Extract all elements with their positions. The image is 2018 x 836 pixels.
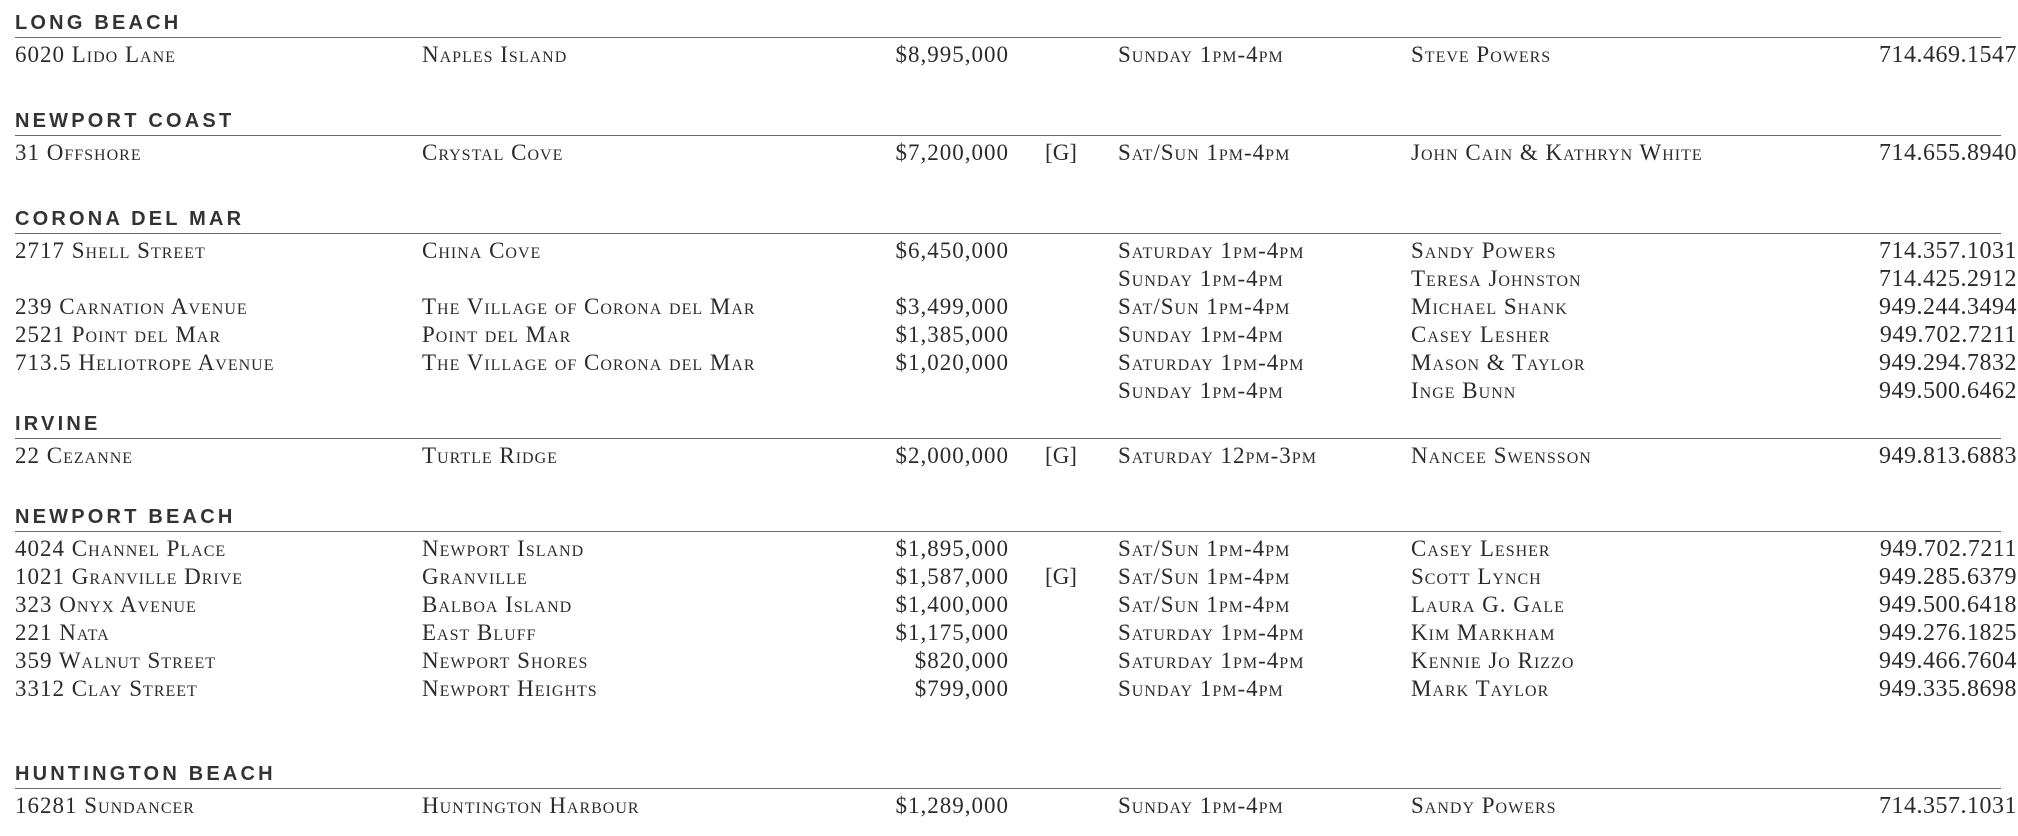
open-house-time: Sunday 1pm-4pm bbox=[1118, 378, 1284, 403]
listing-price: $1,895,000 bbox=[895, 536, 1009, 561]
agent-name: Casey Lesher bbox=[1411, 536, 1551, 561]
open-house-time: Sunday 1pm-4pm bbox=[1118, 793, 1284, 818]
agent-name: Laura G. Gale bbox=[1411, 592, 1565, 617]
listing-price: $3,499,000 bbox=[895, 294, 1009, 319]
agent-name: John Cain & Kathryn White bbox=[1411, 140, 1703, 165]
listing-price: $1,289,000 bbox=[895, 793, 1009, 818]
listing-price: $820,000 bbox=[914, 648, 1009, 673]
open-house-time: Saturday 1pm-4pm bbox=[1118, 648, 1305, 673]
agent-phone: 714.425.2912 bbox=[1879, 266, 2017, 292]
agent-name: Teresa Johnston bbox=[1411, 266, 1582, 291]
listing-price: $1,587,000 bbox=[895, 564, 1009, 589]
agent-name: Casey Lesher bbox=[1411, 322, 1551, 347]
listing-row bbox=[15, 349, 2017, 377]
listing-address: 31 Offshore bbox=[15, 140, 142, 165]
listing-row bbox=[15, 792, 2017, 820]
listing-row bbox=[15, 535, 2017, 563]
agent-name: Michael Shank bbox=[1411, 294, 1568, 319]
agent-name: Kim Markham bbox=[1411, 620, 1556, 645]
agent-name: Scott Lynch bbox=[1411, 564, 1542, 589]
listing-address: 2717 Shell Street bbox=[15, 238, 206, 263]
listing-price: $1,385,000 bbox=[895, 322, 1009, 347]
listing-row bbox=[15, 41, 2017, 69]
section-long-beach bbox=[15, 10, 2017, 69]
listing-price: $1,175,000 bbox=[895, 620, 1009, 645]
section-heading: IRVINE bbox=[15, 413, 101, 435]
listing-row bbox=[15, 237, 2017, 265]
section-newport-coast bbox=[15, 108, 2017, 167]
listing-neighborhood: Turtle Ridge bbox=[422, 443, 558, 468]
listing-neighborhood: Newport Island bbox=[422, 536, 585, 561]
open-house-time: Saturday 12pm-3pm bbox=[1118, 443, 1317, 468]
listing-neighborhood: Crystal Cove bbox=[422, 140, 564, 165]
agent-name: Sandy Powers bbox=[1411, 238, 1557, 263]
agent-name: Nancee Swensson bbox=[1411, 443, 1592, 468]
listing-rows bbox=[15, 234, 2017, 405]
listing-address: 239 Carnation Avenue bbox=[15, 294, 248, 319]
listing-price: $6,450,000 bbox=[895, 238, 1009, 263]
open-house-time: Saturday 1pm-4pm bbox=[1118, 238, 1305, 263]
listing-address: 713.5 Heliotrope Avenue bbox=[15, 350, 275, 375]
listing-neighborhood: China Cove bbox=[422, 238, 542, 263]
listing-address: 359 Walnut Street bbox=[15, 648, 217, 673]
listing-flag: [G] bbox=[1045, 443, 1077, 468]
open-house-time: Sat/Sun 1pm-4pm bbox=[1118, 294, 1291, 319]
agent-phone: 714.357.1031 bbox=[1879, 238, 2017, 264]
section-huntington-beach bbox=[15, 761, 2017, 820]
listing-flag: [G] bbox=[1045, 140, 1077, 165]
listing-address: 2521 Point del Mar bbox=[15, 322, 222, 347]
listing-address: 323 Onyx Avenue bbox=[15, 592, 197, 617]
listing-address: 16281 Sundancer bbox=[15, 793, 195, 818]
agent-phone: 714.357.1031 bbox=[1879, 793, 2017, 819]
open-house-time: Saturday 1pm-4pm bbox=[1118, 350, 1305, 375]
agent-phone: 949.500.6418 bbox=[1879, 592, 2017, 618]
agent-phone: 949.276.1825 bbox=[1879, 620, 2017, 646]
listing-row bbox=[15, 647, 2017, 675]
listing-row bbox=[15, 591, 2017, 619]
listing-neighborhood: Naples Island bbox=[422, 42, 568, 67]
listing-row bbox=[15, 321, 2017, 349]
listing-row bbox=[15, 139, 2017, 167]
agent-phone: 949.702.7211 bbox=[1879, 536, 2017, 562]
section-heading: HUNTINGTON BEACH bbox=[15, 763, 276, 785]
listing-neighborhood: Granville bbox=[422, 564, 528, 589]
agent-phone: 714.655.8940 bbox=[1879, 140, 2017, 166]
section-heading: CORONA DEL MAR bbox=[15, 208, 245, 230]
section-corona-del-mar bbox=[15, 206, 2017, 405]
listing-neighborhood: The Village of Corona del Mar bbox=[422, 294, 756, 319]
listing-price: $1,020,000 bbox=[895, 350, 1009, 375]
listing-neighborhood: Huntington Harbour bbox=[422, 793, 640, 818]
listing-row bbox=[15, 265, 2017, 293]
listing-rows bbox=[15, 532, 2017, 703]
listing-rows bbox=[15, 38, 2017, 69]
listing-rows bbox=[15, 136, 2017, 167]
agent-phone: 949.466.7604 bbox=[1879, 648, 2017, 674]
listing-flag: [G] bbox=[1045, 564, 1077, 589]
agent-phone: 949.335.8698 bbox=[1879, 676, 2017, 702]
listing-price: $7,200,000 bbox=[895, 140, 1009, 165]
open-house-time: Sunday 1pm-4pm bbox=[1118, 42, 1284, 67]
agent-phone: 949.244.3494 bbox=[1879, 294, 2017, 320]
listing-address: 1021 Granville Drive bbox=[15, 564, 244, 589]
listing-address: 221 Nata bbox=[15, 620, 110, 645]
open-house-time: Saturday 1pm-4pm bbox=[1118, 620, 1305, 645]
open-house-time: Sat/Sun 1pm-4pm bbox=[1118, 536, 1291, 561]
listing-rows bbox=[15, 439, 2017, 470]
listing-row bbox=[15, 442, 2017, 470]
listing-address: 22 Cezanne bbox=[15, 443, 134, 468]
listing-price: $2,000,000 bbox=[895, 443, 1009, 468]
listing-address: 6020 Lido Lane bbox=[15, 42, 176, 67]
listing-neighborhood: Newport Heights bbox=[422, 676, 598, 701]
listing-price: $1,400,000 bbox=[895, 592, 1009, 617]
agent-phone: 949.285.6379 bbox=[1879, 564, 2017, 590]
agent-name: Steve Powers bbox=[1411, 42, 1552, 67]
listing-row bbox=[15, 377, 2017, 405]
agent-name: Mark Taylor bbox=[1411, 676, 1550, 701]
listing-neighborhood: East Bluff bbox=[422, 620, 537, 645]
open-house-time: Sunday 1pm-4pm bbox=[1118, 266, 1284, 291]
listing-neighborhood: Balboa Island bbox=[422, 592, 573, 617]
listing-address: 3312 Clay Street bbox=[15, 676, 198, 701]
section-newport-beach bbox=[15, 504, 2017, 703]
listing-row bbox=[15, 293, 2017, 321]
open-house-time: Sat/Sun 1pm-4pm bbox=[1118, 564, 1291, 589]
section-heading: LONG BEACH bbox=[15, 12, 182, 34]
agent-phone: 949.500.6462 bbox=[1879, 378, 2017, 404]
listing-price: $799,000 bbox=[914, 676, 1009, 701]
listing-row bbox=[15, 675, 2017, 703]
open-house-time: Sat/Sun 1pm-4pm bbox=[1118, 140, 1291, 165]
open-house-time: Sunday 1pm-4pm bbox=[1118, 322, 1284, 347]
listing-neighborhood: The Village of Corona del Mar bbox=[422, 350, 756, 375]
agent-phone: 949.813.6883 bbox=[1879, 443, 2017, 469]
listing-rows bbox=[15, 789, 2017, 820]
listing-neighborhood: Point del Mar bbox=[422, 322, 572, 347]
agent-phone: 949.702.7211 bbox=[1879, 322, 2017, 348]
agent-phone: 949.294.7832 bbox=[1879, 350, 2017, 376]
listing-row bbox=[15, 619, 2017, 647]
listing-price: $8,995,000 bbox=[895, 42, 1009, 67]
agent-phone: 714.469.1547 bbox=[1879, 42, 2017, 68]
section-heading: NEWPORT COAST bbox=[15, 110, 235, 132]
agent-name: Kennie Jo Rizzo bbox=[1411, 648, 1575, 673]
agent-name: Sandy Powers bbox=[1411, 793, 1557, 818]
section-heading: NEWPORT BEACH bbox=[15, 506, 236, 528]
listing-neighborhood: Newport Shores bbox=[422, 648, 589, 673]
open-house-time: Sunday 1pm-4pm bbox=[1118, 676, 1284, 701]
agent-name: Inge Bunn bbox=[1411, 378, 1517, 403]
section-irvine bbox=[15, 411, 2017, 470]
open-house-time: Sat/Sun 1pm-4pm bbox=[1118, 592, 1291, 617]
listing-row bbox=[15, 563, 2017, 591]
agent-name: Mason & Taylor bbox=[1411, 350, 1586, 375]
listing-address: 4024 Channel Place bbox=[15, 536, 227, 561]
